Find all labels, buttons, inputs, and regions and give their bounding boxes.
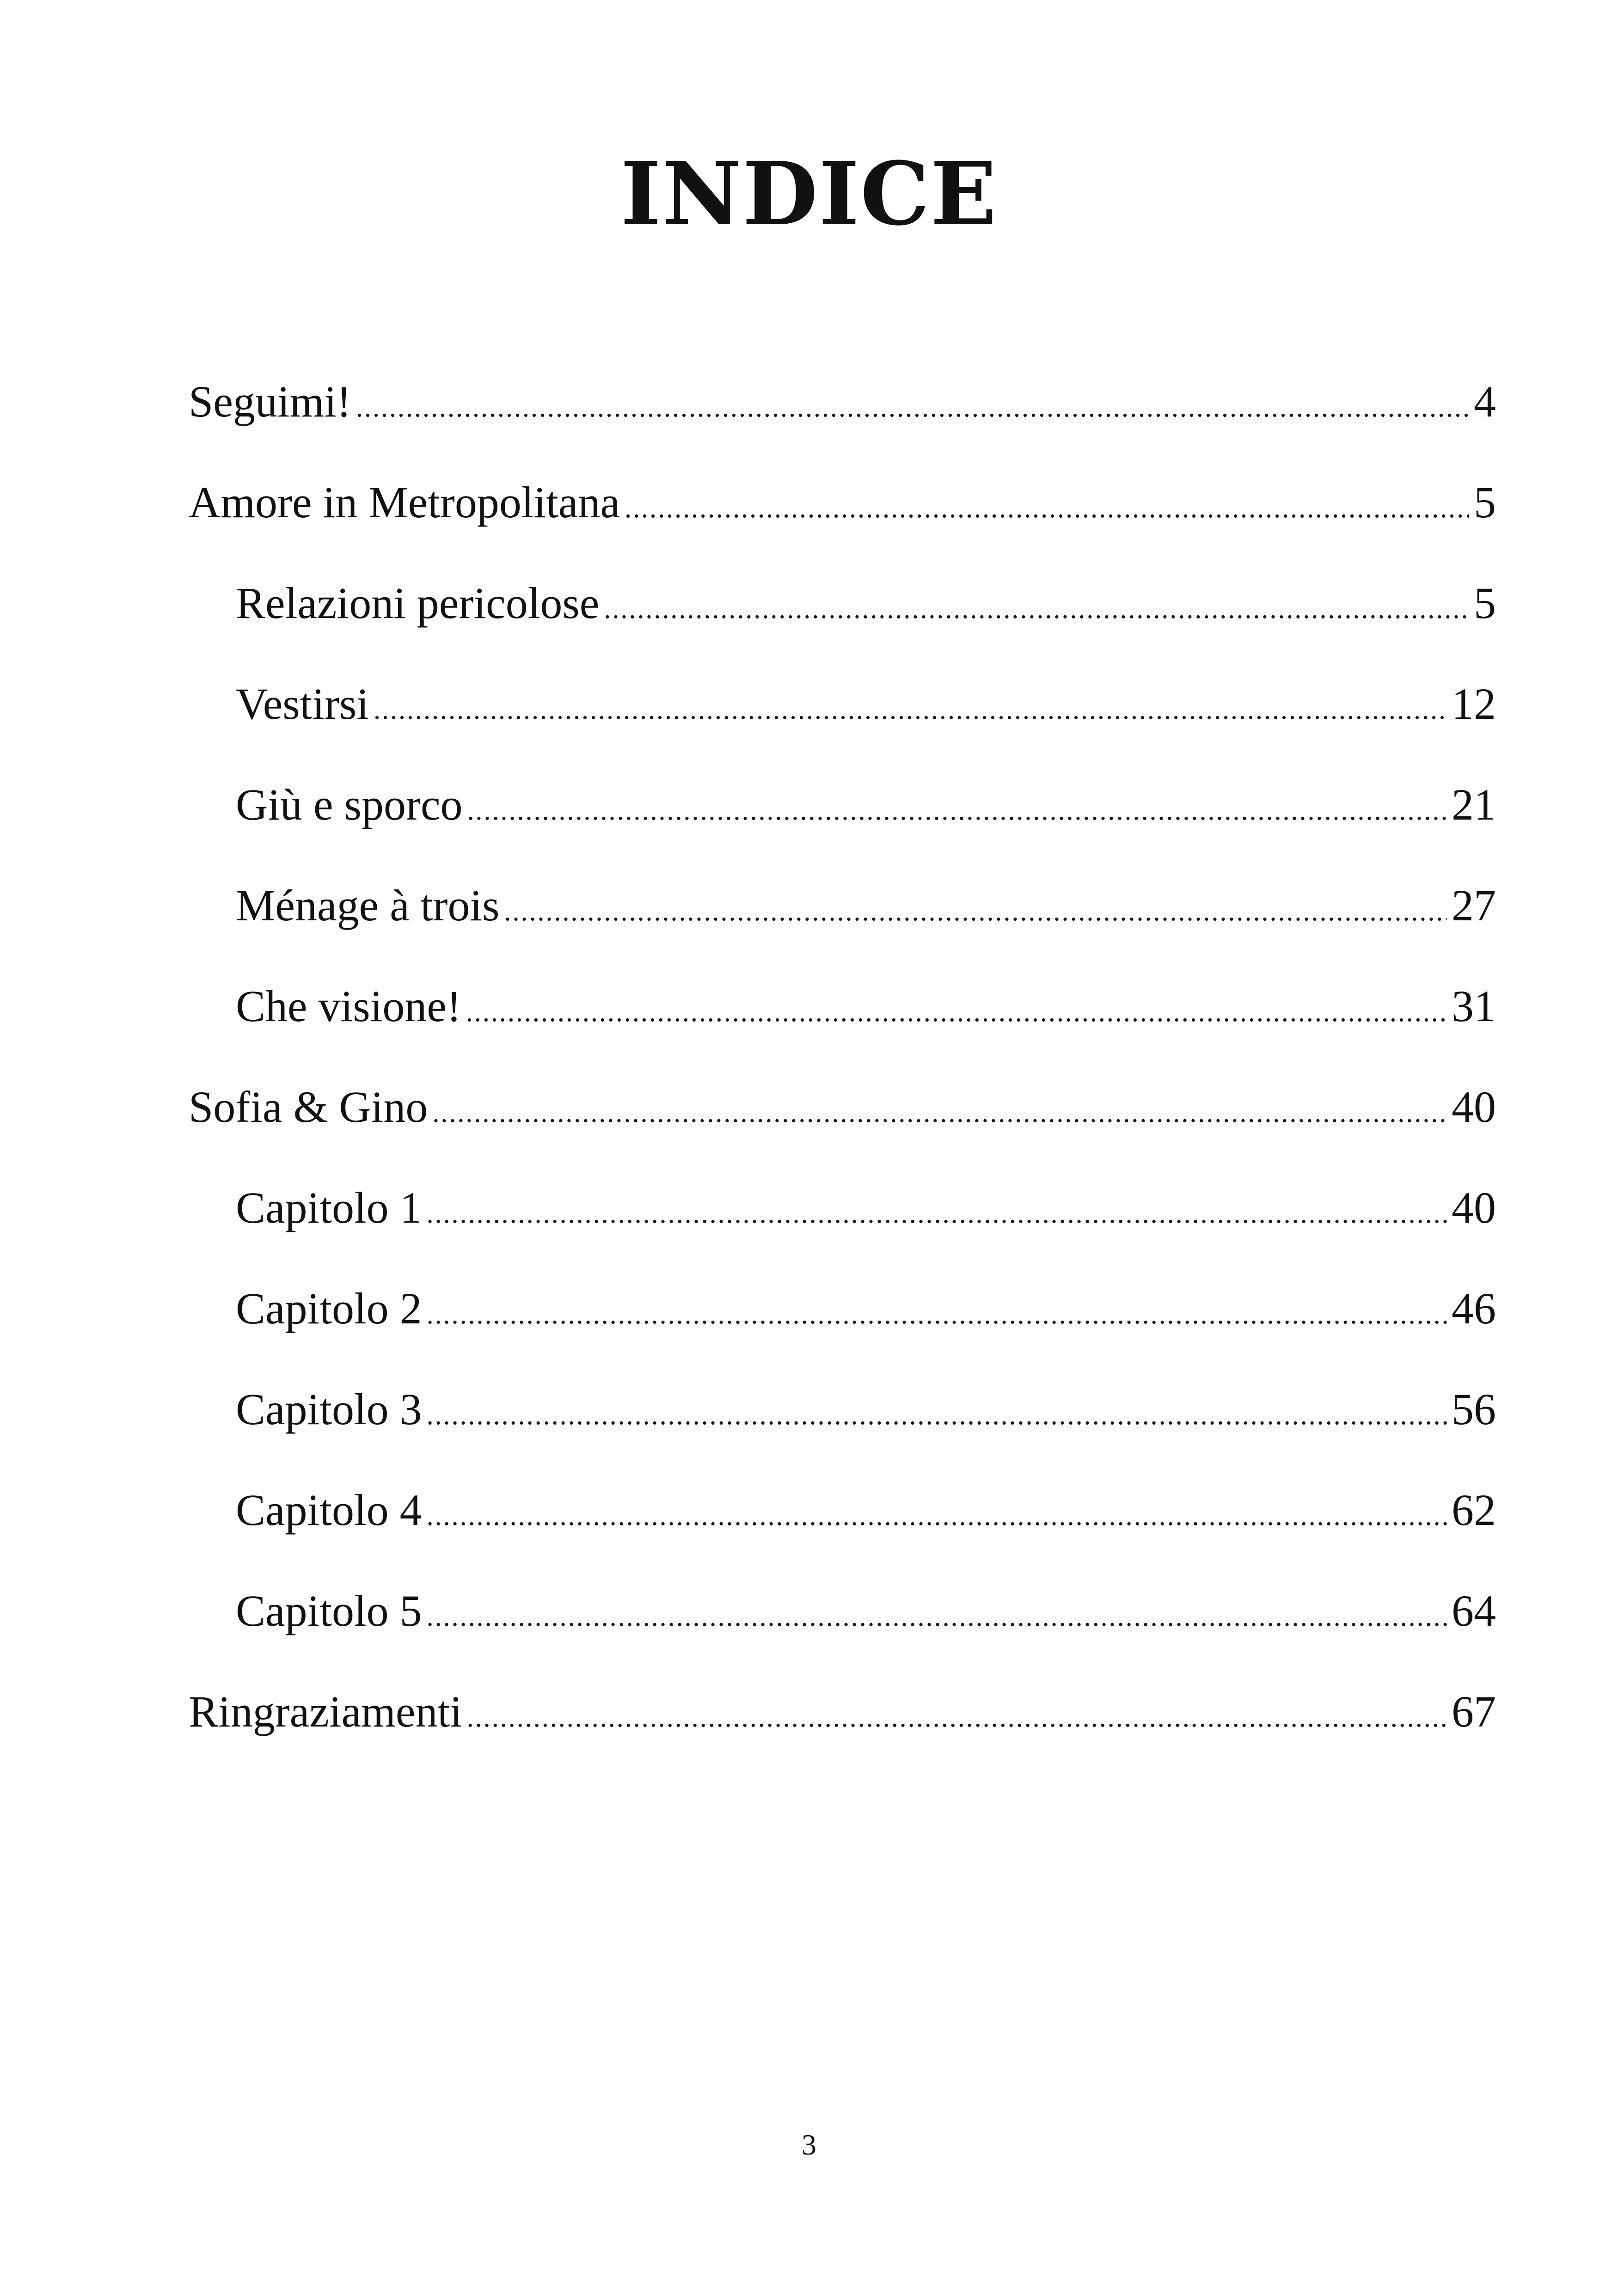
- page-title: INDICE: [620, 143, 998, 245]
- dot-leader: [427, 1163, 1447, 1264]
- toc-entry-label: Giù e sporco: [236, 780, 463, 829]
- toc-entry-label: Vestirsi: [236, 679, 369, 729]
- toc-entry-page: 40: [1452, 1183, 1496, 1232]
- toc-entry-capitolo-2[interactable]: [189, 1258, 1496, 1359]
- toc-entry-page: 40: [1452, 1082, 1496, 1132]
- toc-entry-capitolo-3[interactable]: [189, 1359, 1496, 1460]
- dot-leader: [467, 760, 1447, 861]
- toc-entry-label: Amore in Metropolitana: [189, 478, 620, 527]
- toc-entry-page: 62: [1452, 1485, 1496, 1535]
- toc-entry-label: Capitolo 5: [236, 1586, 422, 1635]
- toc-entry-page: 31: [1452, 981, 1496, 1031]
- toc-entry-page: 46: [1452, 1284, 1496, 1333]
- toc-entry-label: Capitolo 2: [236, 1284, 422, 1333]
- dot-leader: [625, 458, 1469, 558]
- toc-entry-label: Relazioni pericolose: [236, 578, 600, 628]
- toc-entry-giu-e-sporco[interactable]: [189, 754, 1496, 855]
- toc-entry-che-visione[interactable]: [189, 956, 1496, 1057]
- toc-entry-page: 56: [1452, 1384, 1496, 1434]
- toc-entry-relazioni-pericolose[interactable]: [189, 553, 1496, 654]
- toc-entry-amore-in-metropolitana[interactable]: [189, 452, 1496, 553]
- toc-entry-ringraziamenti[interactable]: [189, 1661, 1496, 1762]
- toc-entry-capitolo-1[interactable]: [189, 1157, 1496, 1258]
- toc-entry-page: 5: [1474, 478, 1496, 527]
- dot-leader: [427, 1566, 1447, 1667]
- dot-leader: [604, 558, 1469, 659]
- dot-leader: [466, 961, 1447, 1062]
- dot-leader: [427, 1465, 1447, 1566]
- toc-entry-label: Ringraziamenti: [189, 1687, 462, 1736]
- toc-entry-page: 21: [1452, 780, 1496, 829]
- toc-entry-page: 64: [1452, 1586, 1496, 1635]
- dot-leader: [427, 1365, 1447, 1465]
- toc-entry-label: Che visione!: [236, 981, 461, 1031]
- toc-entry-label: Ménage à trois: [236, 881, 500, 930]
- toc-entry-label: Capitolo 4: [236, 1485, 422, 1535]
- toc-entry-sofia-gino[interactable]: [189, 1057, 1496, 1157]
- toc-entry-capitolo-5[interactable]: [189, 1561, 1496, 1661]
- dot-leader: [467, 1667, 1447, 1768]
- toc-entry-label: Capitolo 1: [236, 1183, 422, 1232]
- toc-entry-label: Sofia & Gino: [189, 1082, 428, 1132]
- toc-entry-page: 67: [1452, 1687, 1496, 1736]
- toc-entry-label: Capitolo 3: [236, 1384, 422, 1434]
- toc-entry-capitolo-4[interactable]: [189, 1460, 1496, 1561]
- table-of-contents: [189, 351, 1496, 1762]
- dot-leader: [427, 1264, 1447, 1365]
- toc-entry-page: 27: [1452, 881, 1496, 930]
- dot-leader: [374, 659, 1447, 760]
- toc-entry-page: 12: [1452, 679, 1496, 729]
- toc-entry-seguimi[interactable]: [189, 351, 1496, 452]
- toc-entry-label: Seguimi!: [189, 377, 351, 426]
- dot-leader: [356, 357, 1469, 458]
- toc-entry-page: 5: [1474, 578, 1496, 628]
- page-number: 3: [802, 2128, 816, 2161]
- toc-entry-menage-a-trois[interactable]: [189, 855, 1496, 956]
- dot-leader: [504, 861, 1447, 961]
- toc-entry-page: 4: [1474, 377, 1496, 426]
- dot-leader: [432, 1062, 1447, 1163]
- toc-entry-vestirsi[interactable]: [189, 654, 1496, 754]
